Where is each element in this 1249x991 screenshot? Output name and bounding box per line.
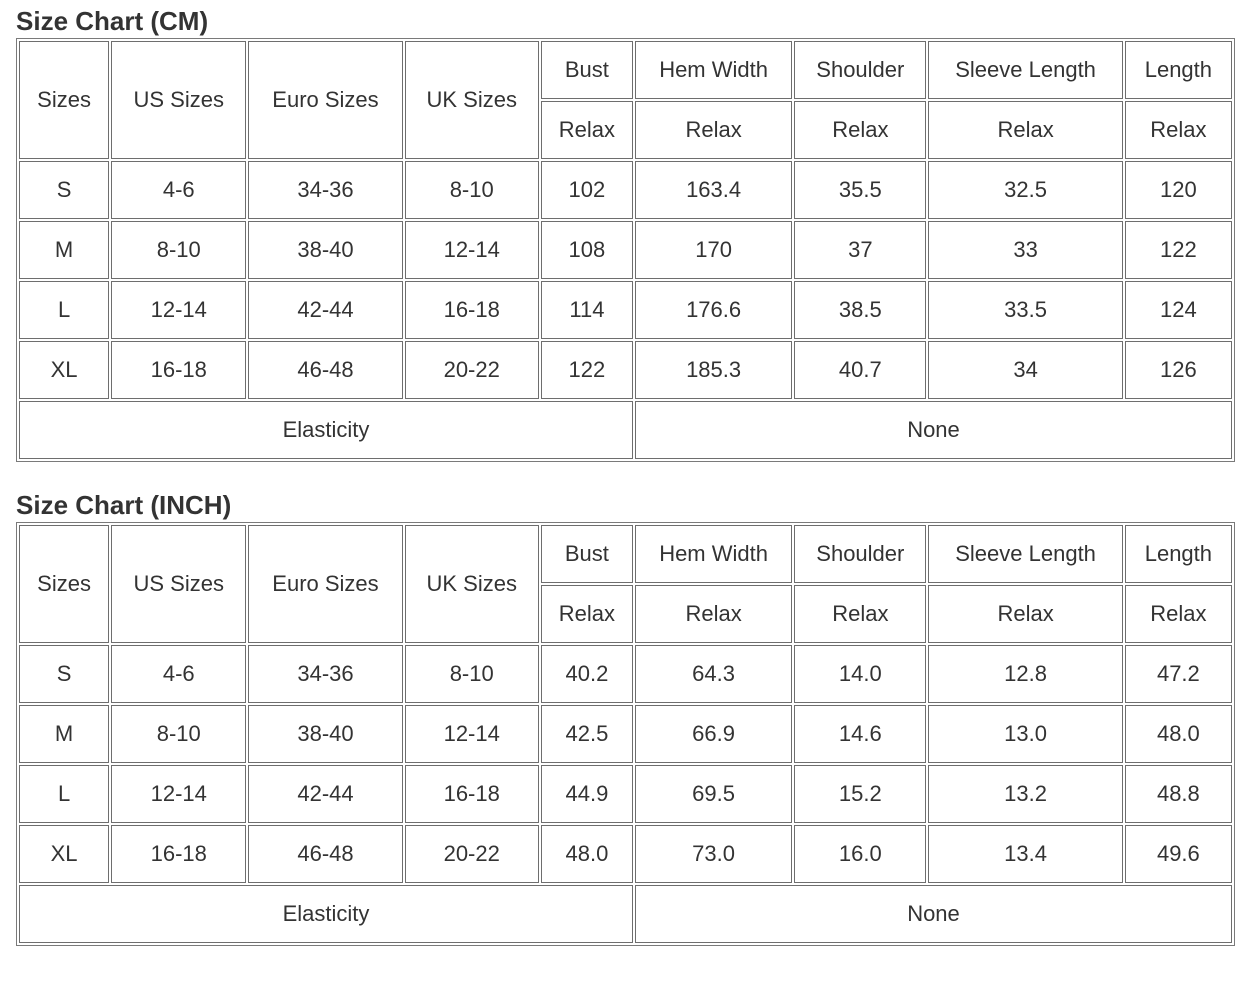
size-chart-cm-title: Size Chart (CM) <box>16 6 209 36</box>
cell-hem-width: 163.4 <box>635 161 792 219</box>
header-sleeve-length: Sleeve Length <box>928 41 1122 99</box>
header-row <box>19 525 1232 583</box>
cell-euro-size: 38-40 <box>248 221 402 279</box>
cell-us-size: 16-18 <box>111 341 246 399</box>
table-row <box>19 341 1232 399</box>
cell-bust: 108 <box>541 221 633 279</box>
elasticity-value: None <box>635 885 1232 943</box>
cell-uk-size: 20-22 <box>405 341 539 399</box>
cell-sleeve-length: 13.0 <box>928 705 1122 763</box>
cell-hem-width: 185.3 <box>635 341 792 399</box>
header-hem-width: Hem Width <box>635 41 792 99</box>
cell-length: 48.8 <box>1125 765 1232 823</box>
elasticity-value: None <box>635 401 1232 459</box>
cell-euro-size: 46-48 <box>248 825 402 883</box>
table-row <box>19 765 1232 823</box>
cell-sleeve-length: 34 <box>928 341 1122 399</box>
cell-bust: 114 <box>541 281 633 339</box>
table-row <box>19 645 1232 703</box>
cell-size: S <box>19 161 109 219</box>
size-chart-cm-table <box>16 38 1235 462</box>
header-row <box>19 41 1232 99</box>
header-uk-sizes: UK Sizes <box>405 525 539 643</box>
table-row <box>19 281 1232 339</box>
cell-size: L <box>19 281 109 339</box>
cell-length: 48.0 <box>1125 705 1232 763</box>
header-sleeve-length: Sleeve Length <box>928 525 1122 583</box>
table-row <box>19 825 1232 883</box>
cell-us-size: 12-14 <box>111 765 246 823</box>
cell-us-size: 12-14 <box>111 281 246 339</box>
header-shoulder: Shoulder <box>794 41 926 99</box>
cell-size: XL <box>19 341 109 399</box>
cell-us-size: 4-6 <box>111 161 246 219</box>
cell-uk-size: 16-18 <box>405 281 539 339</box>
size-chart-inch-table <box>16 522 1235 946</box>
table-row <box>19 221 1232 279</box>
cell-size: M <box>19 705 109 763</box>
elasticity-label: Elasticity <box>19 401 633 459</box>
cell-length: 47.2 <box>1125 645 1232 703</box>
cell-sleeve-length: 13.4 <box>928 825 1122 883</box>
header-length: Length <box>1125 525 1232 583</box>
header-us-sizes: US Sizes <box>111 525 246 643</box>
cell-euro-size: 38-40 <box>248 705 402 763</box>
subheader-relax: Relax <box>794 101 926 159</box>
cell-uk-size: 16-18 <box>405 765 539 823</box>
cell-hem-width: 176.6 <box>635 281 792 339</box>
cell-uk-size: 12-14 <box>405 221 539 279</box>
subheader-relax: Relax <box>541 101 633 159</box>
cell-length: 124 <box>1125 281 1232 339</box>
cell-shoulder: 38.5 <box>794 281 926 339</box>
cell-shoulder: 40.7 <box>794 341 926 399</box>
cell-uk-size: 8-10 <box>405 161 539 219</box>
header-euro-sizes: Euro Sizes <box>248 41 402 159</box>
elasticity-label: Elasticity <box>19 885 633 943</box>
cell-length: 122 <box>1125 221 1232 279</box>
elasticity-row <box>19 401 1232 459</box>
cell-size: XL <box>19 825 109 883</box>
header-euro-sizes: Euro Sizes <box>248 525 402 643</box>
subheader-relax: Relax <box>928 585 1122 643</box>
cell-bust: 122 <box>541 341 633 399</box>
size-chart-inch-title: Size Chart (INCH) <box>16 490 232 520</box>
header-us-sizes: US Sizes <box>111 41 246 159</box>
cell-length: 49.6 <box>1125 825 1232 883</box>
cell-size: S <box>19 645 109 703</box>
cell-size: L <box>19 765 109 823</box>
cell-size: M <box>19 221 109 279</box>
subheader-relax: Relax <box>1125 585 1232 643</box>
cell-shoulder: 14.0 <box>794 645 926 703</box>
cell-uk-size: 12-14 <box>405 705 539 763</box>
cell-shoulder: 35.5 <box>794 161 926 219</box>
cell-bust: 40.2 <box>541 645 633 703</box>
cell-hem-width: 66.9 <box>635 705 792 763</box>
subheader-relax: Relax <box>541 585 633 643</box>
subheader-relax: Relax <box>1125 101 1232 159</box>
cell-shoulder: 15.2 <box>794 765 926 823</box>
cell-hem-width: 64.3 <box>635 645 792 703</box>
cell-sleeve-length: 32.5 <box>928 161 1122 219</box>
cell-sleeve-length: 33 <box>928 221 1122 279</box>
cell-euro-size: 46-48 <box>248 341 402 399</box>
cell-sleeve-length: 33.5 <box>928 281 1122 339</box>
header-bust: Bust <box>541 525 633 583</box>
cell-hem-width: 73.0 <box>635 825 792 883</box>
cell-uk-size: 20-22 <box>405 825 539 883</box>
cell-hem-width: 69.5 <box>635 765 792 823</box>
cell-shoulder: 16.0 <box>794 825 926 883</box>
cell-bust: 102 <box>541 161 633 219</box>
cell-sleeve-length: 12.8 <box>928 645 1122 703</box>
header-sizes: Sizes <box>19 525 109 643</box>
cell-sleeve-length: 13.2 <box>928 765 1122 823</box>
cell-us-size: 8-10 <box>111 221 246 279</box>
cell-bust: 42.5 <box>541 705 633 763</box>
subheader-relax: Relax <box>928 101 1122 159</box>
cell-us-size: 8-10 <box>111 705 246 763</box>
table-row <box>19 705 1232 763</box>
cell-shoulder: 37 <box>794 221 926 279</box>
header-uk-sizes: UK Sizes <box>405 41 539 159</box>
cell-euro-size: 34-36 <box>248 161 402 219</box>
subheader-relax: Relax <box>635 585 792 643</box>
header-hem-width: Hem Width <box>635 525 792 583</box>
subheader-relax: Relax <box>635 101 792 159</box>
cell-us-size: 16-18 <box>111 825 246 883</box>
cell-shoulder: 14.6 <box>794 705 926 763</box>
cell-uk-size: 8-10 <box>405 645 539 703</box>
cell-euro-size: 42-44 <box>248 765 402 823</box>
cell-hem-width: 170 <box>635 221 792 279</box>
header-length: Length <box>1125 41 1232 99</box>
cell-euro-size: 34-36 <box>248 645 402 703</box>
cell-euro-size: 42-44 <box>248 281 402 339</box>
header-shoulder: Shoulder <box>794 525 926 583</box>
cell-length: 120 <box>1125 161 1232 219</box>
cell-bust: 48.0 <box>541 825 633 883</box>
subheader-relax: Relax <box>794 585 926 643</box>
elasticity-row <box>19 885 1232 943</box>
cell-us-size: 4-6 <box>111 645 246 703</box>
cell-bust: 44.9 <box>541 765 633 823</box>
table-row <box>19 161 1232 219</box>
header-bust: Bust <box>541 41 633 99</box>
header-sizes: Sizes <box>19 41 109 159</box>
cell-length: 126 <box>1125 341 1232 399</box>
